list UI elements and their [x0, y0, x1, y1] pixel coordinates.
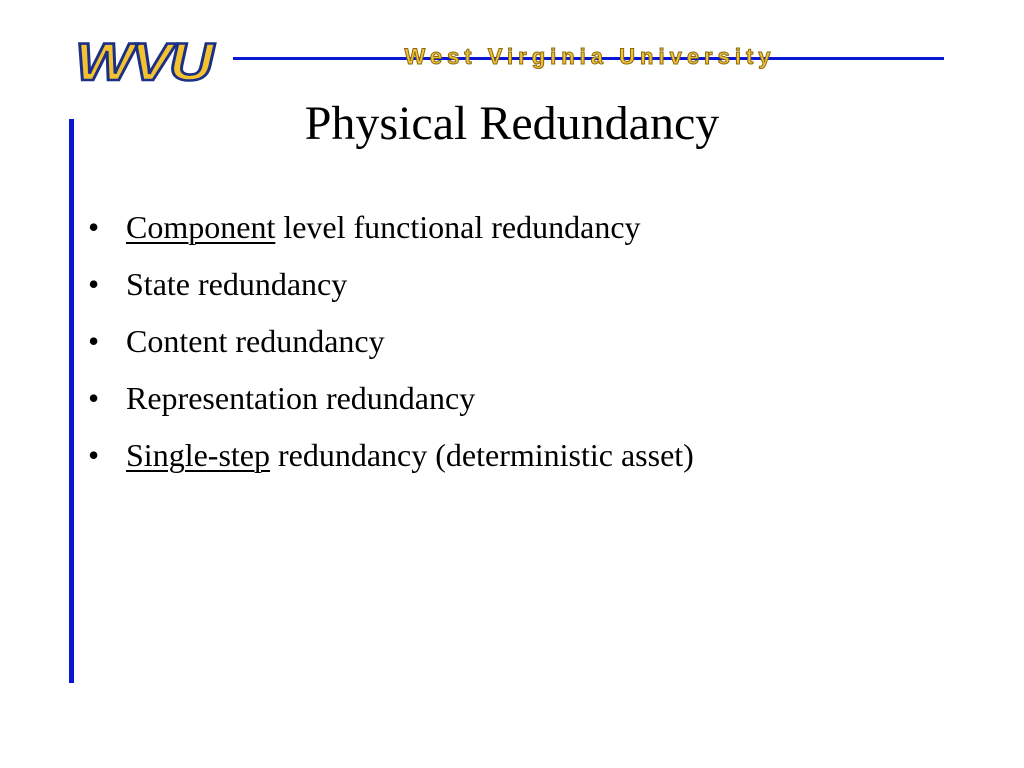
wvu-logo-text: WVU [75, 32, 211, 93]
bullet-term: Component [126, 209, 276, 245]
bullet-marker: • [88, 437, 100, 473]
bullet-term: Single-step [126, 437, 270, 473]
university-name-banner: West Virginia University [404, 44, 776, 69]
bullet-marker: • [88, 323, 100, 359]
bullet-text: Representation redundancy [126, 380, 476, 416]
bullet-text: State redundancy [126, 266, 348, 302]
bullet-marker: • [88, 209, 100, 245]
bullet-marker: • [88, 266, 100, 302]
bullet-text: level functional redundancy [275, 209, 641, 245]
side-rule [69, 119, 74, 683]
bullet-item [88, 372, 988, 429]
bullet-text: Content redundancy [126, 323, 385, 359]
bullet-item [88, 315, 988, 372]
bullet-item [88, 258, 988, 315]
bullet-item [88, 429, 988, 486]
slide-title: Physical Redundancy [304, 97, 720, 150]
bullet-marker: • [88, 380, 100, 416]
wvu-logo [68, 30, 218, 96]
bullet-list [88, 201, 988, 486]
bullet-item [88, 201, 988, 258]
bullet-text: redundancy (deterministic asset) [269, 437, 694, 473]
